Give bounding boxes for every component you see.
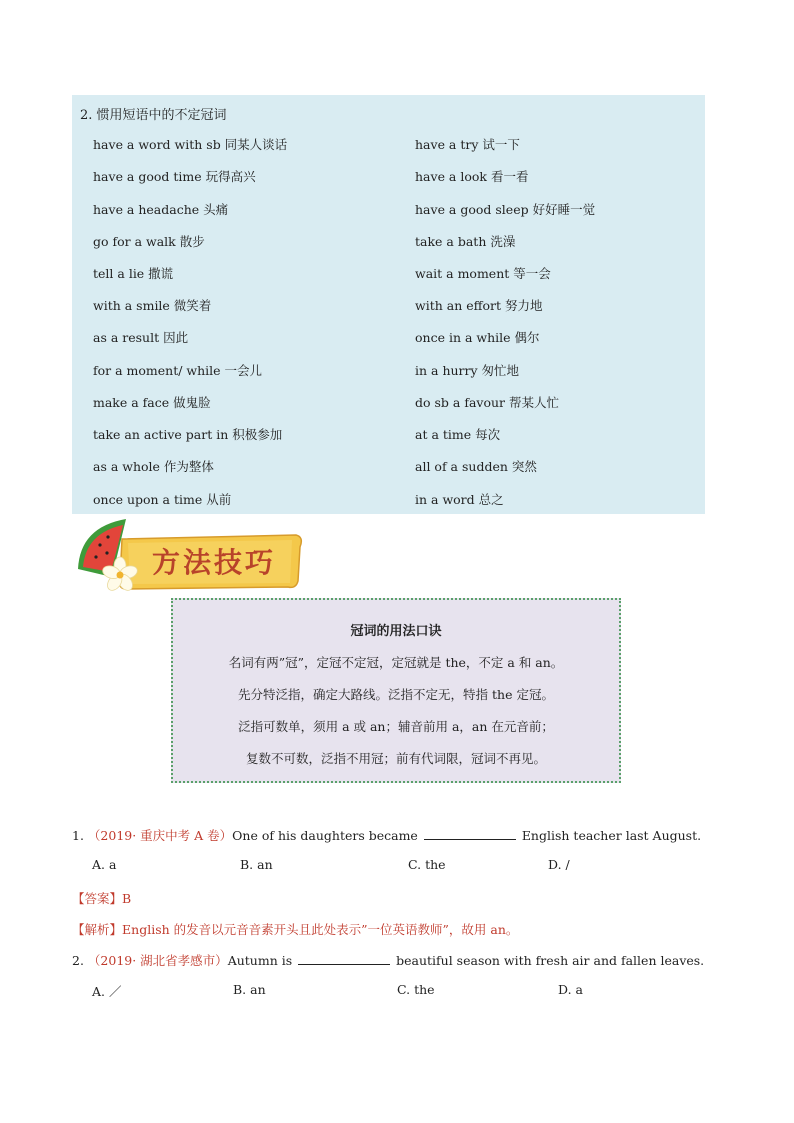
phrase-left: make a face 做鬼脸	[93, 395, 211, 410]
rules-line: 复数不可数，泛指不用冠；前有代词限，冠词不再见。	[245, 751, 546, 766]
question-2	[72, 951, 704, 969]
phrase-left: with a smile 微笑着	[93, 298, 212, 313]
phrase-left: once upon a time 从前	[93, 492, 232, 507]
question-text-before: Autumn is	[227, 953, 293, 968]
rules-line: 名词有两”冠”，定冠不定冠，定冠就是 the，不定 a 和 an。	[228, 655, 564, 670]
option-c[interactable]: C. the	[408, 857, 446, 872]
phrase-right: have a try 试一下	[415, 137, 520, 152]
option-d[interactable]: D. a	[558, 982, 583, 997]
phrase-left: tell a lie 撒谎	[93, 266, 174, 281]
method-banner	[74, 517, 304, 595]
phrase-right: once in a while 偶尔	[415, 330, 540, 345]
phrase-row	[72, 328, 705, 348]
answer-blank[interactable]	[298, 952, 390, 965]
option-a[interactable]: A. ／	[92, 984, 122, 999]
phrase-row	[72, 457, 705, 477]
analysis-text: English 的发音以元音音素开头且此处表示”一位英语教师”，故用 an。	[122, 922, 519, 937]
phrase-row	[72, 264, 705, 284]
phrase-row	[72, 135, 705, 155]
phrase-row	[72, 232, 705, 252]
answer-blank[interactable]	[424, 827, 516, 840]
phrase-row	[72, 361, 705, 381]
question-number: 2.	[72, 953, 84, 968]
phrase-right: have a look 看一看	[415, 169, 529, 184]
option-c[interactable]: C. the	[397, 982, 435, 997]
phrase-right: wait a moment 等一会	[415, 266, 551, 281]
phrase-left: go for a walk 散步	[93, 234, 205, 249]
phrase-left: for a moment/ while 一会儿	[93, 363, 263, 378]
phrase-row	[72, 425, 705, 445]
question-text-after: English teacher last August.	[521, 828, 702, 843]
phrase-left: as a result 因此	[93, 330, 189, 345]
question-source: （2019· 重庆中考 A 卷）	[87, 828, 233, 843]
analysis-tag: 【解析】	[72, 922, 123, 937]
question-number: 1.	[72, 828, 84, 843]
phrase-right: with an effort 努力地	[415, 298, 543, 313]
phrase-box	[72, 95, 705, 514]
phrase-right: have a good sleep 好好睡一觉	[415, 202, 596, 217]
answer-line	[72, 889, 131, 907]
rules-line: 泛指可数单，须用 a 或 an；辅音前用 a，an 在元音前；	[238, 719, 554, 734]
question-1	[72, 826, 701, 844]
question-text-after: beautiful season with fresh air and fallen leaves.	[396, 953, 705, 968]
phrase-left: have a good time 玩得高兴	[93, 169, 256, 184]
option-a[interactable]: A. a	[92, 857, 117, 872]
phrase-right: at a time 每次	[415, 427, 501, 442]
option-d[interactable]: D. /	[548, 857, 570, 872]
phrase-right: in a word 总之	[415, 492, 504, 507]
phrase-right: all of a sudden 突然	[415, 459, 537, 474]
phrase-row	[72, 167, 705, 187]
rules-line: 先分特泛指，确定大路线。泛指不定无，特指 the 定冠。	[238, 687, 554, 702]
answer-tag: 【答案】	[72, 891, 123, 906]
phrase-row	[72, 393, 705, 413]
question-source: （2019· 湖北省孝感市）	[87, 953, 228, 968]
rules-box	[171, 598, 621, 783]
rules-title: 冠词的用法口诀	[350, 624, 442, 639]
phrase-left: have a headache 头痛	[93, 202, 229, 217]
phrase-section-title: 2. 惯用短语中的不定冠词	[80, 108, 227, 123]
banner-label: 方法技巧	[151, 546, 277, 579]
banner-graphic	[74, 517, 304, 595]
phrase-left: have a word with sb 同某人谈话	[93, 137, 288, 152]
phrase-left: as a whole 作为整体	[93, 459, 214, 474]
phrase-right: do sb a favour 帮某人忙	[415, 395, 559, 410]
question-text-before: One of his daughters became	[232, 828, 418, 843]
phrase-row	[72, 296, 705, 316]
analysis-line	[72, 920, 518, 938]
answer-value: B	[122, 891, 132, 906]
option-b[interactable]: B. an	[240, 857, 273, 872]
phrase-left: take an active part in 积极参加	[93, 427, 283, 442]
option-b[interactable]: B. an	[233, 982, 266, 997]
phrase-right: take a bath 洗澡	[415, 234, 516, 249]
phrase-row	[72, 200, 705, 220]
phrase-right: in a hurry 匆忙地	[415, 363, 520, 378]
phrase-row	[72, 490, 705, 510]
